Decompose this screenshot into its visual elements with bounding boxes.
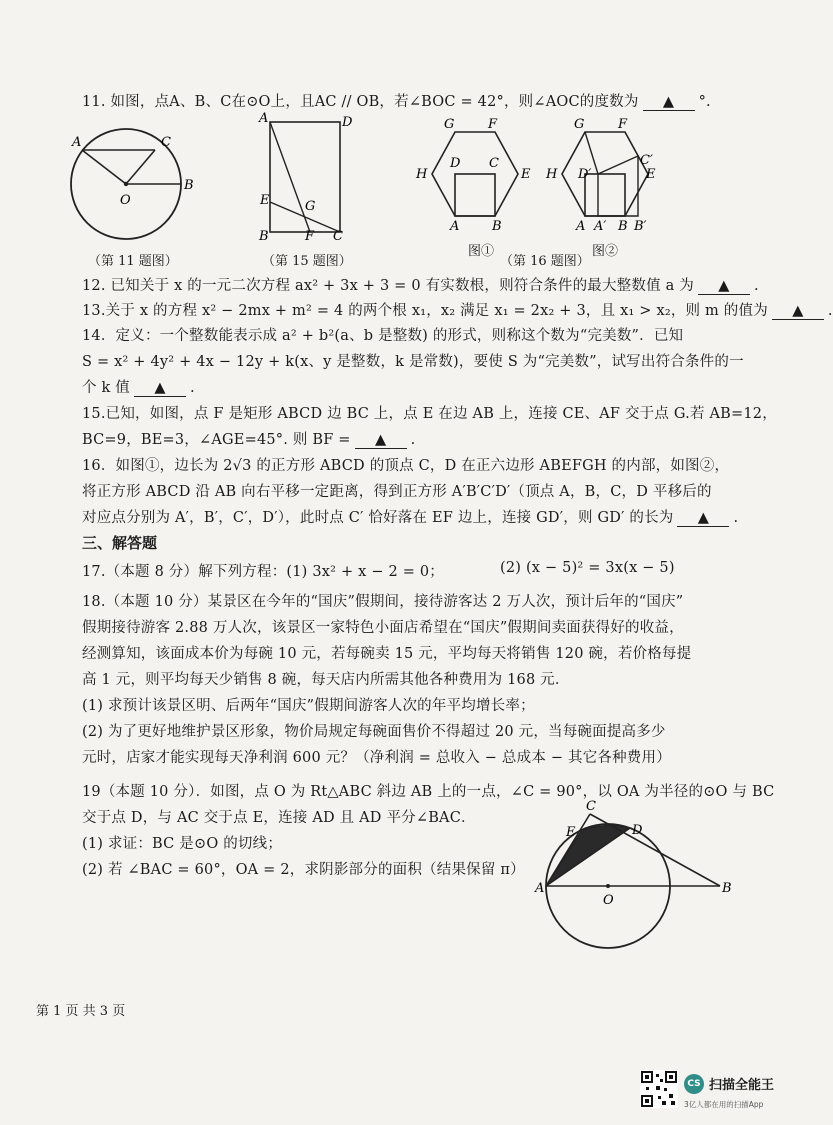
- question-17: 17.（本题 8 分）解下列方程：(1) 3x² + x − 2 = 0；: [82, 564, 444, 580]
- fig16a-label-C: C: [489, 156, 499, 171]
- fig15-label-E: E: [260, 193, 270, 208]
- fig16b-label-A: A: [576, 219, 586, 234]
- fig15-label-D: D: [342, 115, 353, 130]
- question-19-line-3: (1) 求证：BC 是⊙O 的切线；: [82, 836, 283, 852]
- fig16a-label-D: D: [450, 156, 461, 171]
- fig16b-label-Dprime: D′: [578, 167, 592, 182]
- fig11-label-B: B: [184, 178, 194, 193]
- fig19-label-B: B: [722, 881, 732, 896]
- fig16b-label-Aprime: A′: [594, 219, 607, 234]
- fig16a-label-B: B: [492, 219, 502, 234]
- figure-16-caption-3: 图②: [592, 244, 619, 259]
- question-12: 12. 已知关于 x 的一元二次方程 ax² + 3x + 3 = 0 有实数根，则符合条件的最大整数值 a 为 ▲ .: [82, 278, 759, 294]
- question-18-line-1: 18.（本题 10 分）某景区在今年的“国庆”假期间，接待游客达 2 万人次，预计后年的“国庆”: [82, 594, 684, 610]
- fig16a-label-A: A: [450, 219, 460, 234]
- fig19-label-C: C: [586, 799, 596, 814]
- question-18-line-4: 高 1 元，则平均每天少销售 8 碗，每天店内所需其他各种费用为 168 元．: [82, 672, 570, 688]
- question-16-line-2: 将正方形 ABCD 沿 AB 向右平移一定距离，得到正方形 A′B′C′D′（顶点 A，B，C，D 平移后的: [82, 484, 712, 500]
- fig19-label-A: A: [535, 881, 545, 896]
- question-18-line-3: 经测算知，该面成本价为每碗 10 元，若每碗卖 15 元，平均每天将销售 120 碗，若价格每提: [82, 646, 692, 662]
- fig19-label-O: O: [603, 893, 614, 908]
- fig16a-label-H: H: [416, 167, 428, 182]
- answer-blank: ▲: [677, 510, 729, 527]
- fig11-label-C: C: [161, 135, 171, 150]
- figure-11-caption: （第 11 题图）: [88, 254, 178, 269]
- page-footer: 第 1 页 共 3 页: [36, 1004, 126, 1019]
- scanner-title: 扫描全能王: [709, 1078, 775, 1093]
- figure-19: [530, 800, 740, 960]
- fig15-label-C: C: [333, 229, 343, 244]
- fig16b-label-H: H: [546, 167, 558, 182]
- fig11-label-A: A: [72, 135, 82, 150]
- fig16b-label-B: B: [618, 219, 628, 234]
- fig16b-label-E: E: [646, 167, 656, 182]
- answer-blank: ▲: [698, 278, 750, 295]
- question-11: 11. 如图，点A、B、C在⊙O上，且AC // OB，若∠BOC = 42°，则∠AOC的度数为 ▲ °.: [82, 94, 711, 110]
- question-18-line-6: (2) 为了更好地维护景区形象，物价局规定每碗面售价不得超过 20 元，当每碗面提高多少: [82, 724, 666, 740]
- figure-15: [255, 112, 355, 242]
- fig15-label-F: F: [305, 229, 315, 244]
- answer-blank: ▲: [355, 432, 407, 449]
- scanner-logo-icon: CS: [684, 1074, 704, 1094]
- figure-16-2: [540, 112, 670, 242]
- question-15-line-1: 15.已知，如图，点 F 是矩形 ABCD 边 BC 上，点 E 在边 AB 上，连接 CE、AF 交于点 G.若 AB=12，: [82, 406, 777, 422]
- question-14-line-2: S = x² + 4y² + 4x − 12y + k(x、y 是整数，k 是常数)，要使 S 为“完美数”，试写出符合条件的一: [82, 354, 744, 370]
- fig15-label-A: A: [259, 111, 269, 126]
- fig16a-label-E: E: [521, 167, 531, 182]
- scanner-subtitle: 3亿人都在用的扫描App: [684, 1100, 764, 1109]
- figure-16-caption-2: （第 16 题图）: [500, 254, 590, 269]
- question-19-line-2: 交于点 D，与 AC 交于点 E，连接 AD 且 AD 平分∠BAC．: [82, 810, 476, 826]
- question-18-line-2: 假期接待游客 2.88 万人次，该景区一家特色小面店希望在“国庆”假期间卖面获得好的收益，: [82, 620, 684, 636]
- fig16b-label-F: F: [618, 117, 628, 132]
- qr-code-icon: [640, 1070, 678, 1108]
- answer-blank: ▲: [643, 94, 695, 111]
- question-16-line-1: 16．如图①，边长为 2√3 的正方形 ABCD 的顶点 C，D 在正六边形 ABEFGH 的内部，如图②，: [82, 458, 730, 474]
- question-19-line-1: 19（本题 10 分）．如图，点 O 为 Rt△ABC 斜边 AB 上的一点，∠C = 90°，以 OA 为半径的⊙O 与 BC: [82, 784, 775, 800]
- answer-blank: ▲: [134, 380, 186, 397]
- fig16a-label-F: F: [488, 117, 498, 132]
- fig19-label-E: E: [566, 825, 576, 840]
- fig15-label-B: B: [259, 229, 269, 244]
- figure-11: [60, 128, 210, 248]
- question-18-line-5: (1) 求预计该景区明、后两年“国庆”假期间游客人次的年平均增长率；: [82, 698, 535, 714]
- section-heading: 三、解答题: [82, 534, 158, 552]
- figure-15-caption: （第 15 题图）: [262, 254, 352, 269]
- fig15-label-G: G: [305, 199, 316, 214]
- figure-16-1: [410, 112, 540, 242]
- fig16b-label-Cprime: C′: [640, 153, 653, 168]
- fig16b-label-Bprime: B′: [634, 219, 647, 234]
- fig16b-label-G: G: [574, 117, 585, 132]
- fig16a-label-G: G: [444, 117, 455, 132]
- question-17-part-2: (2) (x − 5)² = 3x(x − 5): [500, 560, 675, 576]
- answer-blank: ▲: [772, 303, 824, 320]
- question-15-line-2: BC=9，BE=3，∠AGE=45°. 则 BF = ▲ .: [82, 432, 416, 448]
- question-13: 13.关于 x 的方程 x² − 2mx + m² = 4 的两个根 x₁，x₂ 满足 x₁ = 2x₂ + 3，且 x₁ > x₂，则 m 的值为 ▲ .: [82, 303, 833, 319]
- question-14-line-3: 个 k 值 ▲ .: [82, 380, 195, 396]
- question-19-line-4: (2) 若 ∠BAC = 60°，OA = 2，求阴影部分的面积（结果保留 π）: [82, 862, 525, 878]
- question-18-line-7: 元时，店家才能实现每天净利润 600 元？（净利润 = 总收入 − 总成本 − 其它各种费用）: [82, 750, 671, 766]
- fig11-label-O: O: [120, 193, 131, 208]
- fig19-label-D: D: [632, 823, 643, 838]
- question-16-line-3: 对应点分别为 A′，B′，C′，D′），此时点 C′ 恰好落在 EF 边上，连接 GD′，则 GD′ 的长为 ▲ .: [82, 510, 739, 526]
- question-14-line-1: 14．定义：一个整数能表示成 a² + b²(a、b 是整数) 的形式，则称这个数为“完美数”．已知: [82, 328, 684, 344]
- figure-16-caption-1: 图①: [468, 244, 495, 259]
